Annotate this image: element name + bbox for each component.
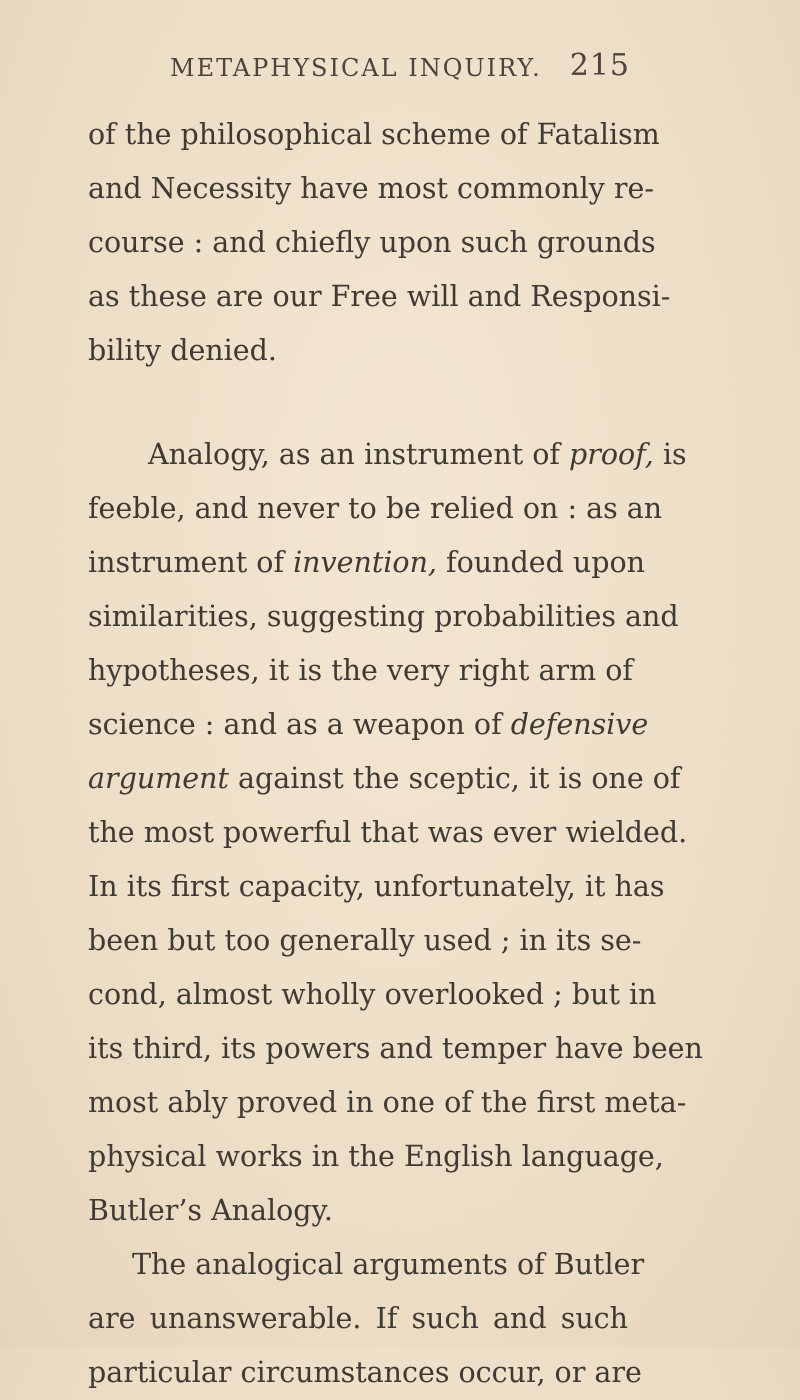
text-line: its third, its powers and temper have been <box>88 1032 703 1065</box>
text-line: In its first capacity, unfortunately, it has <box>88 870 665 903</box>
text-line: and Necessity have most commonly re- <box>88 172 655 205</box>
text-line: been but too generally used ; in its se- <box>88 924 642 957</box>
text-line: The analogical arguments of Butler <box>132 1248 645 1281</box>
text-line: Analogy, as an instrument of proof, is <box>148 438 687 471</box>
body-text <box>88 108 703 1400</box>
text-line: hypotheses, it is the very right arm of <box>88 654 633 687</box>
paragraph-gap <box>88 378 628 428</box>
text-line: course : and chiefly upon such grounds <box>88 226 656 259</box>
text-line: of the philosophical scheme of Fatalism <box>88 118 660 151</box>
text-line: physical works in the English language, <box>88 1140 664 1173</box>
running-head-title: METAPHYSICAL INQUIRY. <box>170 54 542 82</box>
text-line: similarities, suggesting probabilities and <box>88 600 679 633</box>
running-head <box>170 48 630 88</box>
text-line: are unanswerable. If such and such <box>88 1302 628 1335</box>
text-line: the most powerful that was ever wielded. <box>88 816 688 849</box>
text-line: Butler’s Analogy. <box>88 1194 333 1227</box>
text-line: bility denied. <box>88 334 277 367</box>
text-line: cond, almost wholly overlooked ; but in <box>88 978 657 1011</box>
emphasis-defensive: defensive <box>510 708 649 741</box>
text-line: most ably proved in one of the first meta- <box>88 1086 687 1119</box>
page-number: 215 <box>569 48 630 83</box>
text-line: argument against the sceptic, it is one of <box>88 762 681 795</box>
emphasis-proof: proof, <box>569 438 654 471</box>
text-line: feeble, and never to be relied on : as an <box>88 492 663 525</box>
text-line: science : and as a weapon of defensive <box>88 708 649 741</box>
text-line: particular circumstances occur, or are <box>88 1356 642 1389</box>
text-line: as these are our Free will and Responsi- <box>88 280 671 313</box>
text-line: instrument of invention, founded upon <box>88 546 646 579</box>
emphasis-invention: invention, <box>293 546 437 579</box>
emphasis-argument: argument <box>88 762 229 795</box>
